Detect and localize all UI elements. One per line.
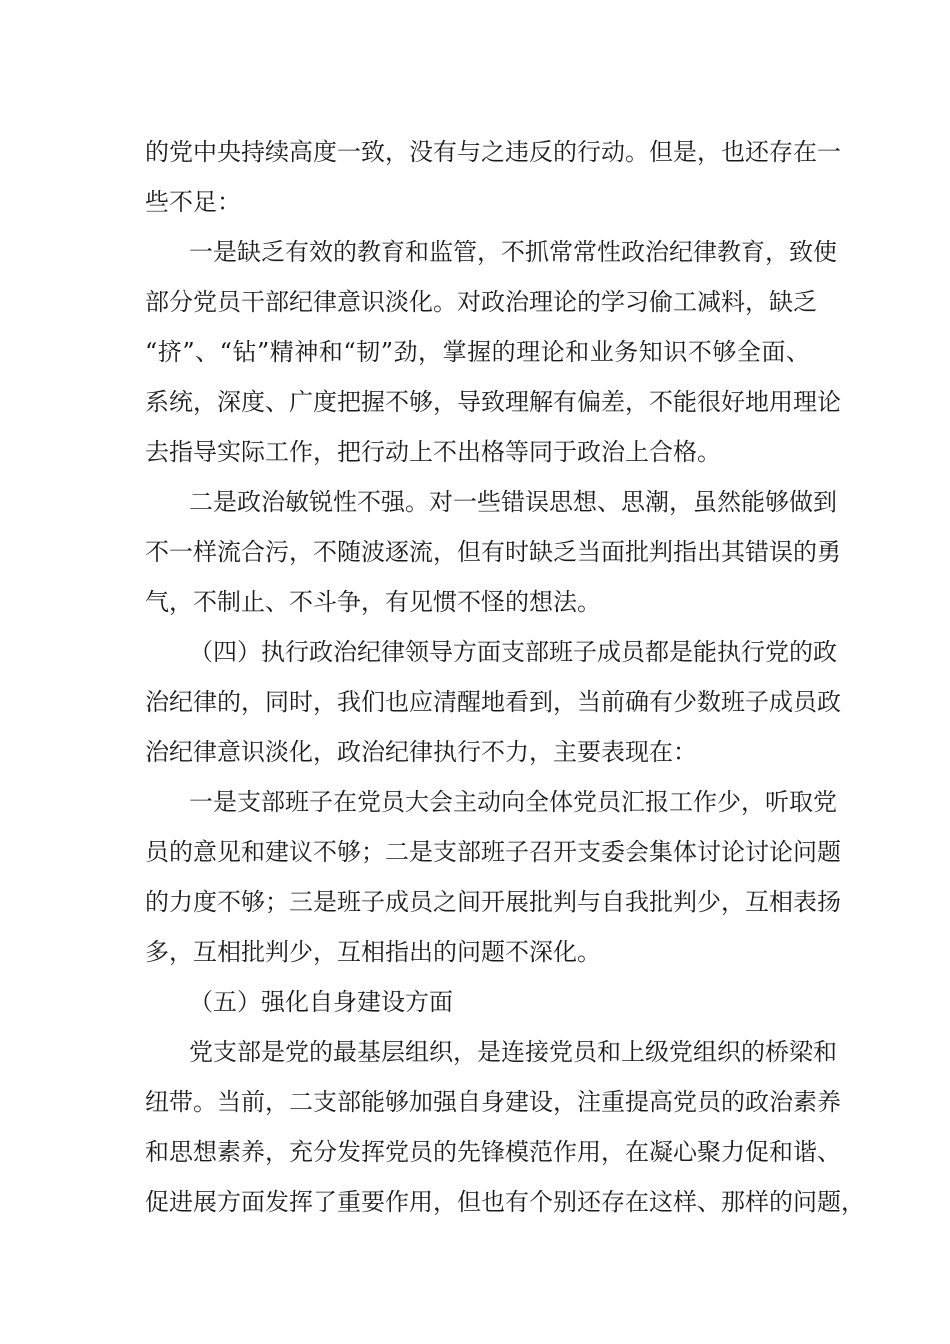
text-line: 和思想素养，充分发挥党员的先锋模范作用，在凝心聚力促和谐、	[145, 1138, 841, 1166]
text-line: 气，不制止、不斗争，有见惯不怪的想法。	[145, 588, 601, 616]
text-line: 些不足：	[145, 188, 241, 216]
text-line: 去指导实际工作，把行动上不出格等同于政治上合格。	[145, 438, 721, 466]
text-line: 多，互相批判少，互相指出的问题不深化。	[145, 938, 601, 966]
text-line: （四）执行政治纪律领导方面支部班子成员都是能执行党的政	[189, 638, 837, 666]
text-line: 系统，深度、广度把握不够，导致理解有偏差，不能很好地用理论	[145, 388, 841, 416]
text-line: 党支部是党的最基层组织，是连接党员和上级党组织的桥梁和	[189, 1038, 837, 1066]
text-line: 的党中央持续高度一致，没有与之违反的行动。但是，也还存在一	[145, 138, 841, 166]
text-line: 部分党员干部纪律意识淡化。对政治理论的学习偷工减料，缺乏	[145, 288, 817, 316]
text-line: 一是支部班子在党员大会主动向全体党员汇报工作少，听取党	[189, 788, 837, 816]
text-line: 治纪律的，同时，我们也应清醒地看到，当前确有少数班子成员政	[145, 688, 841, 716]
text-line: 治纪律意识淡化，政治纪律执行不力，主要表现在：	[145, 738, 697, 766]
text-line: 不一样流合污，不随波逐流，但有时缺乏当面批判指出其错误的勇	[145, 538, 841, 566]
text-line: 的力度不够；三是班子成员之间开展批判与自我批判少，互相表扬	[145, 888, 841, 916]
text-line: 促进展方面发挥了重要作用，但也有个别还存在这样、那样的问题，	[145, 1188, 865, 1216]
text-line: “挤”、“钻”精神和“韧”劲，掌握的理论和业务知识不够全面、	[145, 338, 810, 366]
body-text	[145, 127, 865, 1227]
text-line: 员的意见和建议不够；二是支部班子召开支委会集体讨论讨论问题	[145, 838, 841, 866]
text-line: 一是缺乏有效的教育和监管，不抓常常性政治纪律教育，致使	[189, 238, 837, 266]
text-line: 纽带。当前，二支部能够加强自身建设，注重提高党员的政治素养	[145, 1088, 841, 1116]
section-heading: （五）强化自身建设方面	[189, 988, 453, 1016]
text-line: 二是政治敏锐性不强。对一些错误思想、思潮，虽然能够做到	[189, 488, 837, 516]
